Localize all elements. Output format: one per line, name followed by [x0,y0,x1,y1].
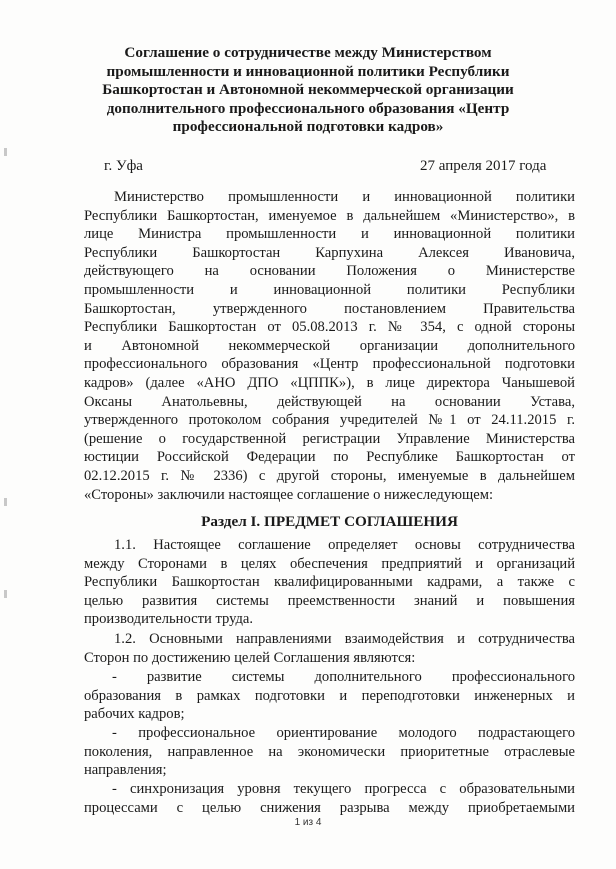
text-line: Сторон по достижению целей Соглашения являются: [84,649,416,666]
scan-mark [4,590,7,598]
text-line: Республики Башкортостан Карпухина Алексея Ивановича, [84,244,575,261]
text-line: 1.2. Основными направлениями взаимодействия и сотрудничества [114,631,575,647]
title-line: дополнительного профессионального образования «Центр [106,99,510,117]
text-line: и Автономной некоммерческой организации дополнительного [84,337,575,354]
title-line: Соглашение о сотрудничестве между Министерством [124,44,492,61]
section-title: Раздел I. ПРЕДМЕТ СОГЛАШЕНИЯ [201,513,458,530]
text-line: профессионального образования «Центр профессиональной подготовки [84,356,575,373]
text-line: поколения, направленное на экономически приоритетные отраслевые [84,743,575,760]
title-line: Башкортостан и Автономной некоммерческой организации [102,81,514,98]
page-number: 1 из 4 [294,817,322,828]
text-line: «Стороны» заключили настоящее соглашение о нижеследующем: [84,486,494,503]
text-line: - синхронизация уровня текущего прогресса с образовательными [112,781,575,797]
document-place: г. Уфа [104,158,143,174]
preamble-paragraph [84,188,575,504]
scan-mark [4,498,7,506]
title-line: профессиональной подготовки кадров» [172,118,444,135]
text-line: Министерство промышленности и инновационной политики [114,189,575,205]
text-line: между Сторонами в целях обеспечения предприятий и организаций [84,555,575,572]
text-line: лице Министра промышленности и инновационной политики [84,226,575,243]
clause-1-2 [84,630,575,667]
document-date: 27 апреля 2017 года [420,158,547,174]
text-line: - профессиональное ориентирование молодого подрастающего [112,725,575,741]
text-line: промышленности и инновационной политики Республики [84,281,575,298]
text-line: процессами с целью снижения разрыва между приобретаемыми [84,799,575,816]
text-line: 02.12.2015 г. № 2336) с другой стороны, именуемые в дальнейшем [84,467,575,484]
text-line: кадров» (далее «АНО ДПО «ЦППК»), в лице директора Чанышевой [84,374,575,391]
text-line: действующего на основании Положения о Министерстве [84,263,575,280]
text-line: рабочих кадров; [84,706,185,723]
text-line: Башкортостан, утвержденного постановлением Правительства [84,300,575,317]
bullet-item [84,724,575,780]
bullet-item [84,780,575,817]
title-line: промышленности и инновационной политики Республики [106,62,510,80]
text-line: утвержденного протоколом собрания учредителей №1 от 24.11.2015 г. [84,412,575,429]
text-line: Республики Башкортостан от 05.08.2013 г. № 354, с одной стороны [84,319,575,336]
text-line: производительности труда. [84,611,254,628]
text-line: направления; [84,762,167,779]
text-line: целью развития системы преемственности знаний и повышения [84,592,575,609]
text-line: (решение о государственной регистрации Управление Министерства [84,430,575,447]
text-line: юстиции Российской Федерации по Республике Башкортостан от [84,449,575,466]
clause-1-1 [84,536,575,629]
text-line: образования в рамках подготовки и переподготовки инженерных и [84,687,575,704]
bullet-item [84,668,575,724]
scan-mark [4,148,7,156]
text-line: Оксаны Анатольевны, действующей на основании Устава, [84,393,575,410]
document-title [90,44,526,137]
text-line: 1.1. Настоящее соглашение определяет основы сотрудничества [114,537,575,553]
text-line: Республики Башкортостан квалифицированными кадрами, а также с [84,574,575,591]
text-line: Республики Башкортостан, именуемое в дальнейшем «Министерство», в [84,207,575,224]
text-line: - развитие системы дополнительного профессионального [112,669,575,685]
